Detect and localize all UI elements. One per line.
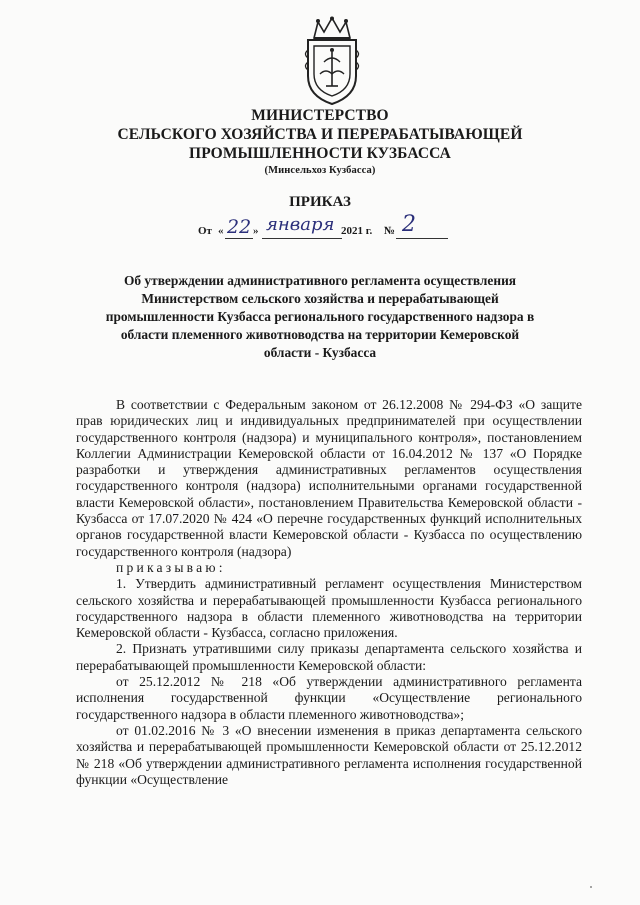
kuzbass-coat-of-arms-icon xyxy=(300,16,364,106)
ministry-short-name: (Минсельхоз Кузбасса) xyxy=(264,165,376,176)
sub-item-1-paragraph: от 25.12.2012 № 218 «Об утверждении административного регламента исполнения государственной функции «Осуществление регионального государственного надзора в области племенного животноводства»; xyxy=(76,674,582,722)
handwritten-day: 22 xyxy=(227,216,252,238)
day-underline xyxy=(225,238,253,239)
title-line-3: промышленности Кузбасса регионального государственного надзора в xyxy=(105,309,535,324)
preamble-paragraph: В соответствии с Федеральным законом от 26.12.2008 № 294-ФЗ «О защите прав юридических лиц и индивидуальных предпринимателей при осуществлении государственного контроля (надзора) и муниципального контроля», постановлением Коллегии Администрации Кемеровской области от 16.04.2012 № 137 «О Порядке разработки и утверждения административных регламентов осуществления государственного контроля (надзора) исполнительными органами государственной власти Кемеровской области», постановлением Правительства Кемеровской области - Кузбасса от 17.07.2020 № 424 «О перечне государственных функций исполнительных органов государственной власти Кемеровской области - Кузбасса по осуществлению государственного контроля (надзора) xyxy=(76,397,582,559)
ministry-name-block xyxy=(60,106,580,179)
title-line-1: Об утверждении административного регламента осуществления xyxy=(123,273,517,288)
order-heading: ПРИКАЗ xyxy=(289,194,351,210)
date-quote-open: « xyxy=(218,225,224,237)
handwritten-number: 2 xyxy=(402,212,416,237)
scan-speck xyxy=(590,886,592,888)
ministry-line-1: МИНИСТЕРСТВО xyxy=(251,107,389,124)
number-sign: № xyxy=(384,225,396,237)
title-line-5: области - Кузбасса xyxy=(263,345,377,360)
ministry-line-2: СЕЛЬСКОГО ХОЗЯЙСТВА И ПЕРЕРАБАТЫВАЮЩЕЙ xyxy=(117,126,523,143)
item-2-paragraph: 2. Признать утратившими силу приказы департамента сельского хозяйства и перерабатывающей промышленности Кемеровской области: xyxy=(76,641,582,673)
order-date-line xyxy=(198,214,458,242)
handwritten-month: января xyxy=(266,214,335,235)
order-word: приказываю: xyxy=(116,559,226,575)
date-prefix: От xyxy=(198,225,212,237)
ministry-line-3: ПРОМЫШЛЕННОСТИ КУЗБАССА xyxy=(189,145,451,162)
month-underline xyxy=(262,238,342,239)
date-year: 2021 г. xyxy=(341,225,373,237)
title-line-4: области племенного животноводства на территории Кемеровской xyxy=(120,327,520,342)
number-underline xyxy=(396,238,448,239)
order-title xyxy=(70,272,570,362)
order-body xyxy=(76,397,582,788)
sub-item-2-paragraph: от 01.02.2016 № 3 «О внесении изменения в приказ департамента сельского хозяйства и перерабатывающей промышленности Кемеровской области от 25.12.2012 № 218 «Об утверждении административного регламента исполнения государственной функции «Осуществление xyxy=(76,722,582,787)
title-line-2: Министерством сельского хозяйства и перерабатывающей xyxy=(141,291,499,306)
item-1-paragraph: 1. Утвердить административный регламент осуществления Министерством сельского хозяйства и перерабатывающей промышленности Кузбасса регионального государственного надзора в области племенного животноводства на территории Кемеровской области - Кузбасса, согласно приложения. xyxy=(76,576,582,641)
date-quote-close: » xyxy=(253,225,259,237)
